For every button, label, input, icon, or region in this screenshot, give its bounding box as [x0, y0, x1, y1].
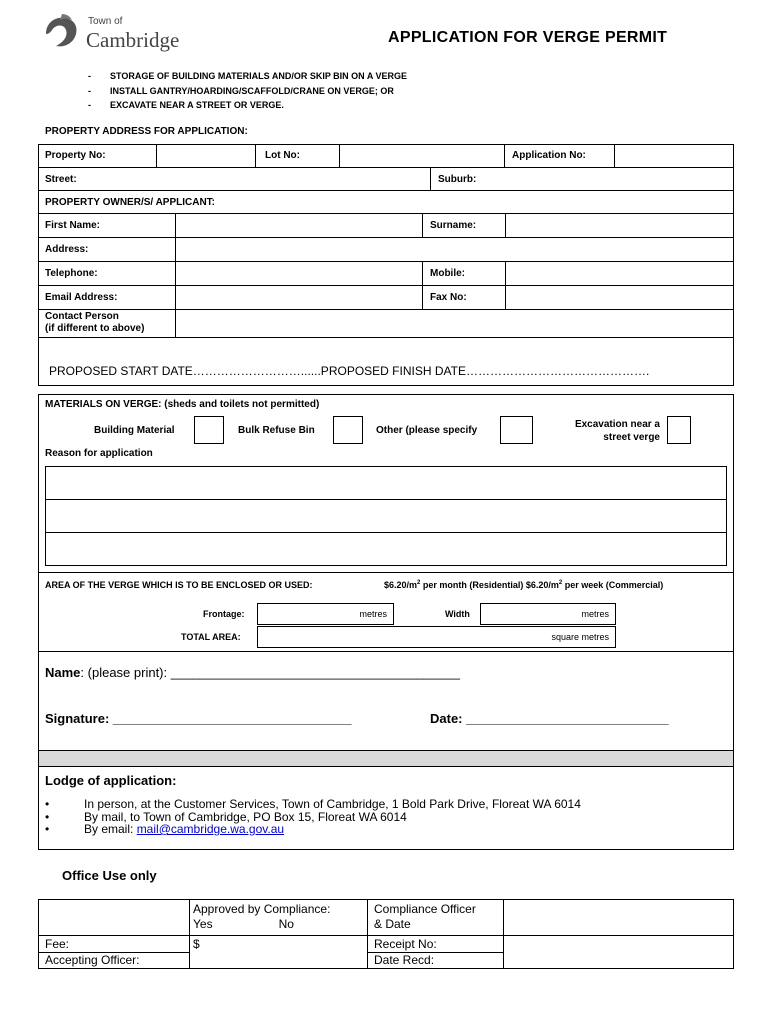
width-field[interactable] [480, 603, 616, 625]
lot-no-field[interactable] [339, 144, 505, 168]
frontage-unit: metres [359, 609, 387, 619]
receipt-no-label: Receipt No: [374, 937, 437, 951]
width-label: Width [445, 609, 470, 619]
list-item: • In person, at the Customer Services, Town of Cambridge, 1 Bold Park Drive, Floreat WA 6014 [45, 797, 581, 811]
total-area-field[interactable] [257, 626, 616, 648]
contact-label: Contact Person (if different to above) [45, 311, 145, 334]
property-no-field[interactable] [156, 144, 256, 168]
first-name-label: First Name: [45, 220, 101, 231]
total-area-unit: square metres [551, 632, 609, 642]
telephone-field[interactable] [175, 261, 423, 286]
other-label: Other (please specify [376, 425, 478, 436]
page-title: APPLICATION FOR VERGE PERMIT [388, 29, 668, 46]
property-no-label: Property No: [45, 150, 106, 161]
divider [430, 167, 431, 191]
intro-list [88, 69, 407, 113]
list-item: • By mail, to Town of Cambridge, PO Box 15, Floreat WA 6014 [45, 809, 407, 824]
telephone-label: Telephone: [45, 268, 98, 279]
other-checkbox[interactable] [500, 416, 533, 444]
proposed-dates[interactable]: PROPOSED START DATE………………………......PROPOSED FINISH DATE………………………………………. [49, 364, 650, 378]
email-label: Email Address: [45, 292, 118, 303]
owner-heading: PROPERTY OWNER/S/ APPLICANT: [45, 197, 216, 208]
application-no-label: Application No: [512, 150, 586, 161]
intro-item: - STORAGE OF BUILDING MATERIALS AND/OR SKIP BIN ON A VERGE [88, 71, 408, 81]
contact-field[interactable] [175, 309, 734, 338]
dates-row [38, 337, 734, 386]
area-rates: $\$6.20/m^2$ per month (Residential) $\$6.20/m^2$ per week (Commercial) [384, 580, 664, 590]
email-link[interactable]: mail@cambridge.wa.gov.au [136, 822, 285, 836]
building-material-checkbox[interactable] [194, 416, 224, 444]
suburb-label: Suburb: [438, 174, 477, 185]
surname-field[interactable] [505, 213, 734, 238]
reason-line-2[interactable] [45, 499, 727, 533]
intro-item: - EXCAVATE NEAR A STREET OR VERGE. [88, 100, 284, 110]
mobile-label: Mobile: [430, 268, 465, 279]
divider [38, 935, 734, 936]
divider [367, 952, 504, 953]
compliance-officer-label: Compliance Officer & Date [374, 902, 476, 931]
excavation-checkbox[interactable] [667, 416, 691, 444]
office-heading: Office Use only [62, 868, 157, 883]
address-label: Address: [45, 244, 89, 255]
area-heading: AREA OF THE VERGE WHICH IS TO BE ENCLOSED OR USED: [45, 580, 313, 590]
frontage-label: Frontage: [203, 609, 245, 619]
lodge-list [45, 798, 581, 836]
divider [503, 899, 504, 969]
reason-label: Reason for application [45, 448, 153, 459]
fee-label: Fee: [45, 937, 70, 951]
surname-label: Surname: [430, 220, 477, 231]
first-name-field[interactable] [175, 213, 423, 238]
signature-line[interactable]: Signature: _________________________________ [45, 711, 352, 726]
lodge-heading: Lodge of application: [45, 773, 177, 788]
gray-separator [38, 750, 734, 767]
date-line[interactable]: Date: ____________________________ [430, 711, 669, 726]
date-recd-label: Date Recd: [374, 953, 435, 967]
application-no-field[interactable] [614, 144, 734, 168]
property-heading: PROPERTY ADDRESS FOR APPLICATION: [45, 126, 248, 137]
excavation-label: Excavation near a street verge [574, 419, 660, 443]
swan-logo-icon [40, 12, 84, 52]
street-label: Street: [45, 174, 77, 185]
bulk-refuse-label: Bulk Refuse Bin [238, 425, 315, 436]
divider [367, 899, 368, 969]
frontage-field[interactable] [257, 603, 394, 625]
logo-line2: Cambridge [86, 28, 180, 52]
bulk-refuse-checkbox[interactable] [333, 416, 363, 444]
approved-label: Approved by Compliance: Yes No [193, 902, 331, 931]
street-row [38, 167, 734, 191]
fax-label: Fax No: [430, 292, 467, 303]
reason-line-3[interactable] [45, 532, 727, 566]
fax-field[interactable] [505, 285, 734, 310]
intro-item: - INSTALL GANTRY/HOARDING/SCAFFOLD/CRANE ON VERGE; OR [88, 85, 394, 96]
mobile-field[interactable] [505, 261, 734, 286]
logo-line1: Town of [88, 16, 123, 27]
address-field[interactable] [175, 237, 734, 262]
divider [189, 899, 190, 969]
accepting-officer-label: Accepting Officer: [45, 953, 140, 967]
list-item: • By email: mail@cambridge.wa.gov.au [45, 822, 285, 836]
town-logo [40, 12, 200, 54]
building-material-label: Building Material [94, 425, 175, 436]
materials-heading: MATERIALS ON VERGE: (sheds and toilets not permitted) [45, 399, 320, 410]
email-field[interactable] [175, 285, 423, 310]
lot-no-label: Lot No: [265, 150, 300, 161]
width-unit: metres [581, 609, 609, 619]
name-print-line[interactable]: Name: (please print): ________________________________________ [45, 665, 460, 680]
fee-dollar: $ [193, 937, 200, 951]
total-area-label: TOTAL AREA: [181, 632, 241, 642]
reason-line-1[interactable] [45, 466, 727, 500]
